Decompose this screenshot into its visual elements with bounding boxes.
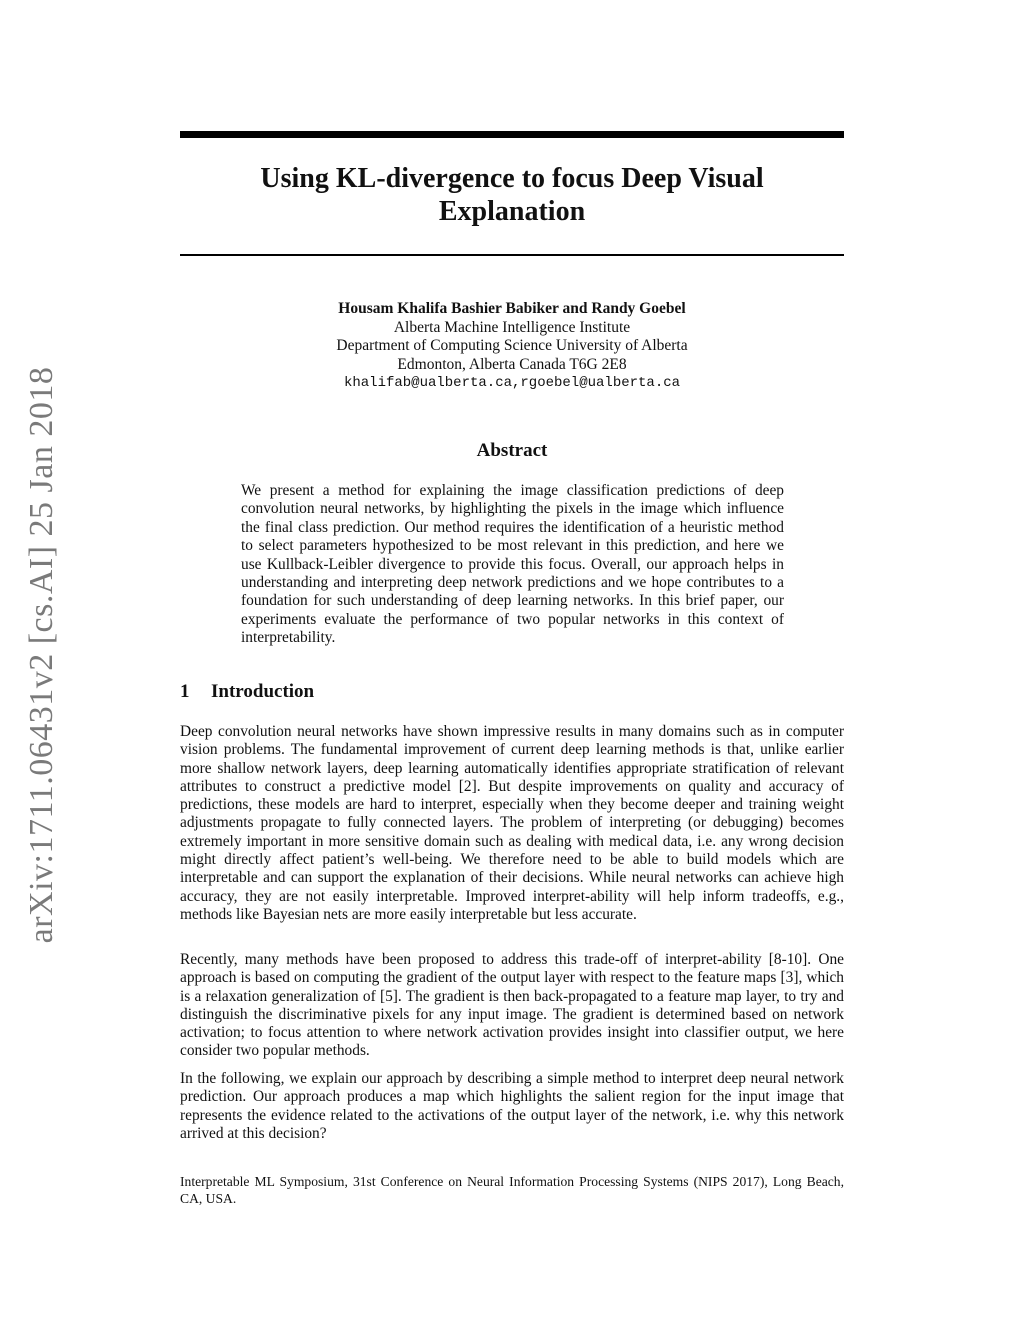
intro-paragraph-3: In the following, we explain our approach by describing a simple method to interpret deep neural network prediction. Our approach produces a map which highlights the salient region for the input image that represents the evidence related to the activations of the output layer of the network, i.e. why this network arrived at this decision? [180, 1070, 844, 1142]
conference-footnote: Interpretable ML Symposium, 31st Conference on Neural Information Processing Systems (NIPS 2017), Long Beach, CA, USA. [180, 1174, 844, 1206]
affiliation-address: Edmonton, Alberta Canada T6G 2E8 [397, 355, 627, 373]
author-block [180, 300, 844, 393]
affiliation-department: Department of Computing Science University of Alberta [336, 337, 688, 354]
section-number: 1 [180, 681, 190, 702]
abstract-text: We present a method for explaining the image classification predictions of deep convolution neural networks, by highlighting the pixels in the image which influence the final class prediction. Our method requires the identification of a heuristic method to select parameters hypothesized to be most relevant in this prediction, and here we use Kullback-Leibler divergence to provide this focus. Overall, our approach helps in understanding and interpreting deep network predictions and we hope contributes to a foundation for such understanding of deep learning networks. In this brief paper, our experiments evaluate the performance of two popular networks in this context of interpretability. [241, 482, 784, 647]
paper-title [180, 162, 844, 228]
abstract-heading: Abstract [476, 440, 548, 461]
title-bottom-rule [180, 254, 844, 256]
title-line-2: Explanation [438, 196, 586, 227]
title-top-rule [180, 131, 844, 138]
title-line-1: Using KL-divergence to focus Deep Visual [260, 163, 764, 194]
author-names: Housam Khalifa Bashier Babiker and Randy Goebel [338, 300, 686, 317]
section-heading-introduction [180, 681, 314, 703]
author-emails: khalifab@ualberta.ca,rgoebel@ualberta.ca [343, 375, 681, 391]
intro-paragraph-1: Deep convolution neural networks have shown impressive results in many domains such as in computer vision problems. The fundamental improvement of current deep learning methods is that, unlike earlier more shallow network layers, deep learning automatically identifies appropriate stratification of relevant attributes to construct a predictive model [2]. But despite improvements on quality and accuracy of predictions, these models are hard to interpret, especially when they become deeper and training weight adjustments propagate to fully connected layers. The problem of interpreting (or debugging) becomes extremely important in more sensitive domain such as dealing with medical data, i.e. any wrong decision might directly affect patient’s well-being. We therefore need to be able to build models which are interpretable and can support the explanation of their decisions. While neural networks can achieve high accuracy, they are not easily interpretable. Improved interpret-ability will help inform tradeoffs, e.g., methods like Bayesian nets are more easily interpretable but less accurate. [180, 723, 844, 923]
affiliation-institute: Alberta Machine Intelligence Institute [393, 318, 631, 336]
arxiv-identifier: arXiv:1711.06431v2 [cs.AI] 25 Jan 2018 [23, 366, 60, 944]
intro-paragraph-2: Recently, many methods have been proposed to address this trade-off of interpret-ability [8-10]. One approach is based on computing the gradient of the output layer with respect to the feature maps [3], which is a relaxation generalization of [5]. The gradient is then back-propagated to a feature map layer, to try and distinguish the discriminative pixels for any input image. The gradient is determined based on network activation; to focus attention to where network activation provides insight into classifier output, we here consider two popular methods. [180, 951, 844, 1060]
section-title: Introduction [211, 681, 315, 702]
